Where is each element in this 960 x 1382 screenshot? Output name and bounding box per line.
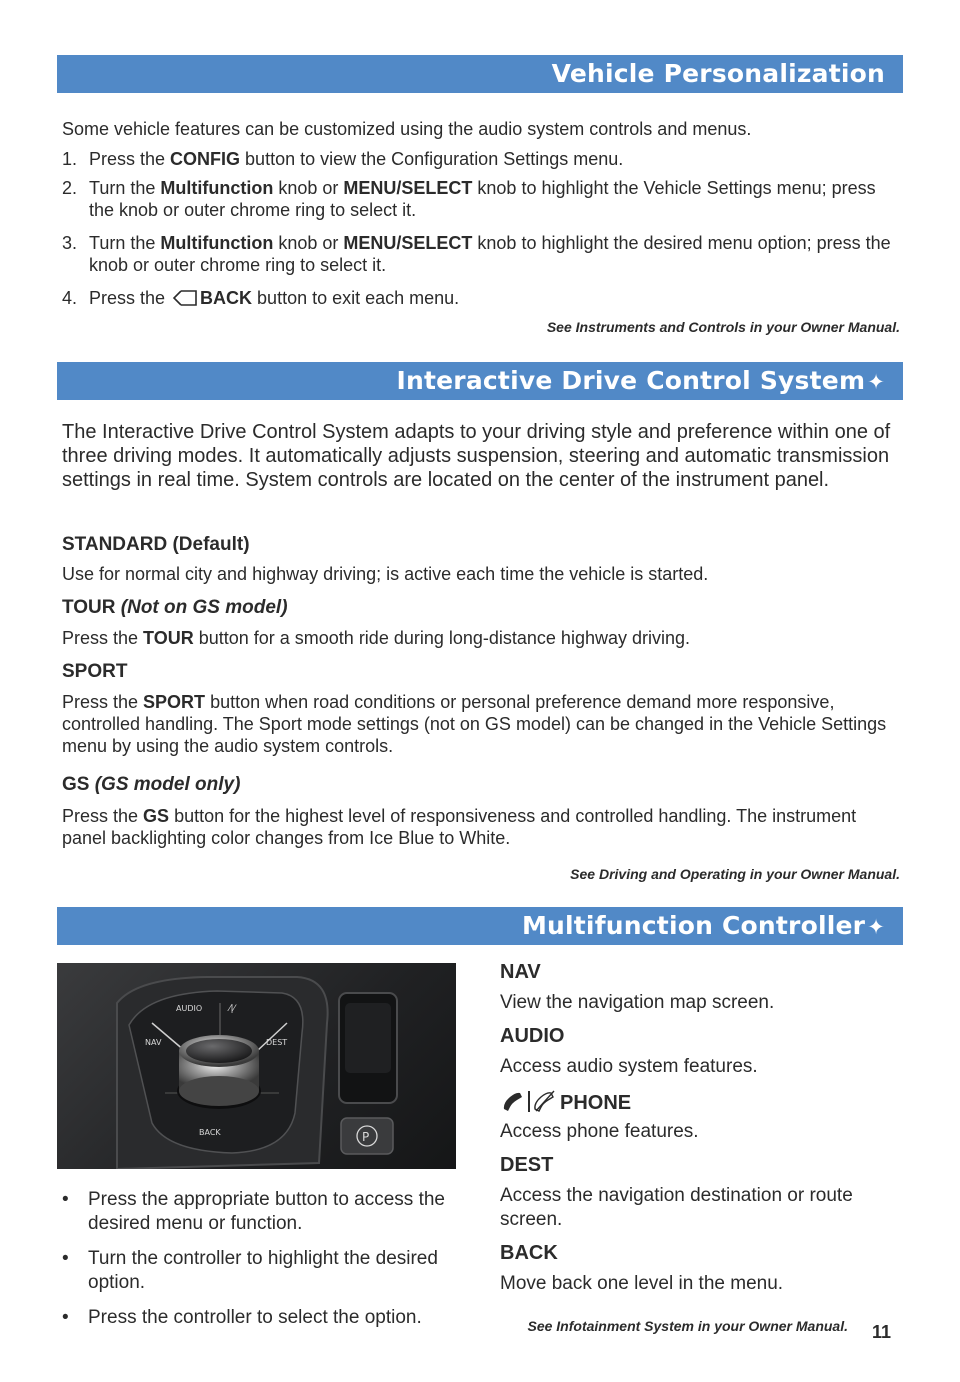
back-text: Move back one level in the menu.: [500, 1273, 784, 1294]
phone-heading-row: [500, 1089, 631, 1115]
gs-heading: [62, 774, 240, 796]
bullet-text: Press the appropriate button to access the desired menu or function.: [88, 1189, 445, 1234]
step-number: 1.: [62, 149, 78, 169]
nav-photo-label: NAV: [145, 1038, 162, 1047]
para-text: button when road conditions or personal preference demand more responsive, controlled handling. The Sport mode settings (not on GS model) can be changed in the Vehicle Settings menu by using the audio system controls.: [62, 692, 887, 756]
gs-label: GS: [62, 774, 90, 795]
step-text: Press the: [89, 149, 171, 169]
multifunction-label: Multifunction: [160, 233, 274, 253]
step-text: knob or: [273, 178, 344, 198]
audio-text: Access audio system features.: [500, 1056, 758, 1077]
para-text: Press the: [62, 806, 144, 826]
back-arrow-icon: [172, 289, 198, 307]
bullet-marker: •: [62, 1248, 69, 1269]
star-icon: ✦: [867, 915, 885, 939]
step-text: knob or: [273, 233, 344, 253]
personalization-intro: Some vehicle features can be customized using the audio system controls and menus.: [62, 119, 752, 139]
gs-button-label: GS: [143, 806, 170, 826]
tour-text: [62, 627, 902, 649]
tour-button-label: TOUR: [143, 628, 194, 648]
bullet-marker: •: [62, 1307, 69, 1328]
bullet-text: Turn the controller to highlight the desired option.: [88, 1248, 438, 1293]
controller-photo: [57, 963, 456, 1169]
section-header-vehicle-personalization: [57, 55, 903, 93]
phone-photo-icon: ⁄|⁄: [229, 1004, 236, 1014]
phone-heading: PHONE: [560, 1092, 632, 1114]
step-text: button to view the Configuration Settings menu.: [240, 149, 624, 169]
para-text: Press the: [62, 692, 144, 712]
menu-select-label: MENU/SELECT: [343, 233, 473, 253]
dest-text: Access the navigation destination or route screen.: [500, 1185, 853, 1230]
controller-illustration: [57, 963, 456, 1169]
sport-text: [62, 691, 902, 757]
step-text: Press the: [89, 288, 171, 308]
step-text: button to exit each menu.: [252, 288, 460, 308]
section-header-interactive-drive: [57, 362, 903, 400]
dest-heading: DEST: [500, 1154, 554, 1176]
step-text: knob to highlight the desired menu option; press the knob or outer chrome ring to select it.: [89, 233, 891, 275]
phone-icon: [500, 1089, 556, 1113]
para-text: Press the: [62, 628, 144, 648]
gs-text: [62, 805, 902, 849]
drive-intro: The Interactive Drive Control System adapts to your driving style and preference within one of three driving modes. It automatically adjusts suspension, steering and automatic transmission settings in real time. System controls are located on the center of the instrument panel.: [62, 421, 891, 491]
tour-heading: [62, 597, 288, 619]
nav-heading: NAV: [500, 961, 541, 983]
sport-heading: SPORT: [62, 661, 128, 682]
para-text: button for the highest level of responsiveness and controlled handling. The instrument panel backlighting color changes from Ice Blue to White.: [62, 806, 857, 848]
section-title: Interactive Drive Control System: [396, 366, 866, 395]
back-heading: BACK: [500, 1242, 558, 1264]
audio-heading: AUDIO: [500, 1025, 565, 1047]
standard-heading: STANDARD (Default): [62, 534, 250, 555]
config-button-label: CONFIG: [170, 149, 241, 169]
page-number: 11: [872, 1322, 892, 1342]
section-title: Vehicle Personalization: [551, 59, 885, 88]
multifunction-label: Multifunction: [160, 178, 274, 198]
back-button-label: BACK: [200, 288, 253, 308]
step-text: Turn the: [89, 233, 161, 253]
nav-text: View the navigation map screen.: [500, 992, 775, 1013]
star-icon: ✦: [867, 370, 885, 394]
sport-button-label: SPORT: [143, 692, 206, 712]
back-photo-label: BACK: [199, 1128, 221, 1137]
tour-label: TOUR: [62, 597, 116, 618]
menu-select-label: MENU/SELECT: [343, 178, 473, 198]
reference-driving: See Driving and Operating in your Owner Manual.: [570, 866, 900, 882]
step-3: [62, 232, 902, 282]
step-number: 3.: [62, 233, 78, 253]
section-title: Multifunction Controller: [521, 911, 866, 940]
gs-note: (GS model only): [94, 774, 241, 795]
step-text: Turn the: [89, 178, 161, 198]
standard-text: Use for normal city and highway driving; is active each time the vehicle is started.: [62, 564, 709, 584]
phone-text: Access phone features.: [500, 1121, 699, 1142]
bullet-marker: •: [62, 1189, 69, 1210]
section-header-multifunction: [57, 907, 903, 945]
step-number: 4.: [62, 288, 78, 308]
reference-infotainment: See Infotainment System in your Owner Manual.: [527, 1318, 848, 1334]
reference-instruments: See Instruments and Controls in your Owner Manual.: [546, 319, 900, 335]
dest-photo-label: DEST: [266, 1038, 288, 1047]
bullet-text: Press the controller to select the option.: [88, 1307, 422, 1328]
park-brake-label: P: [362, 1130, 370, 1144]
para-text: button for a smooth ride during long-distance highway driving.: [193, 628, 691, 648]
audio-photo-label: AUDIO: [176, 1004, 203, 1013]
step-number: 2.: [62, 178, 78, 198]
tour-note: (Not on GS model): [120, 597, 288, 618]
step-2: [62, 177, 902, 227]
step-text: knob to highlight the Vehicle Settings menu; press the knob or outer chrome ring to select it.: [89, 178, 876, 220]
